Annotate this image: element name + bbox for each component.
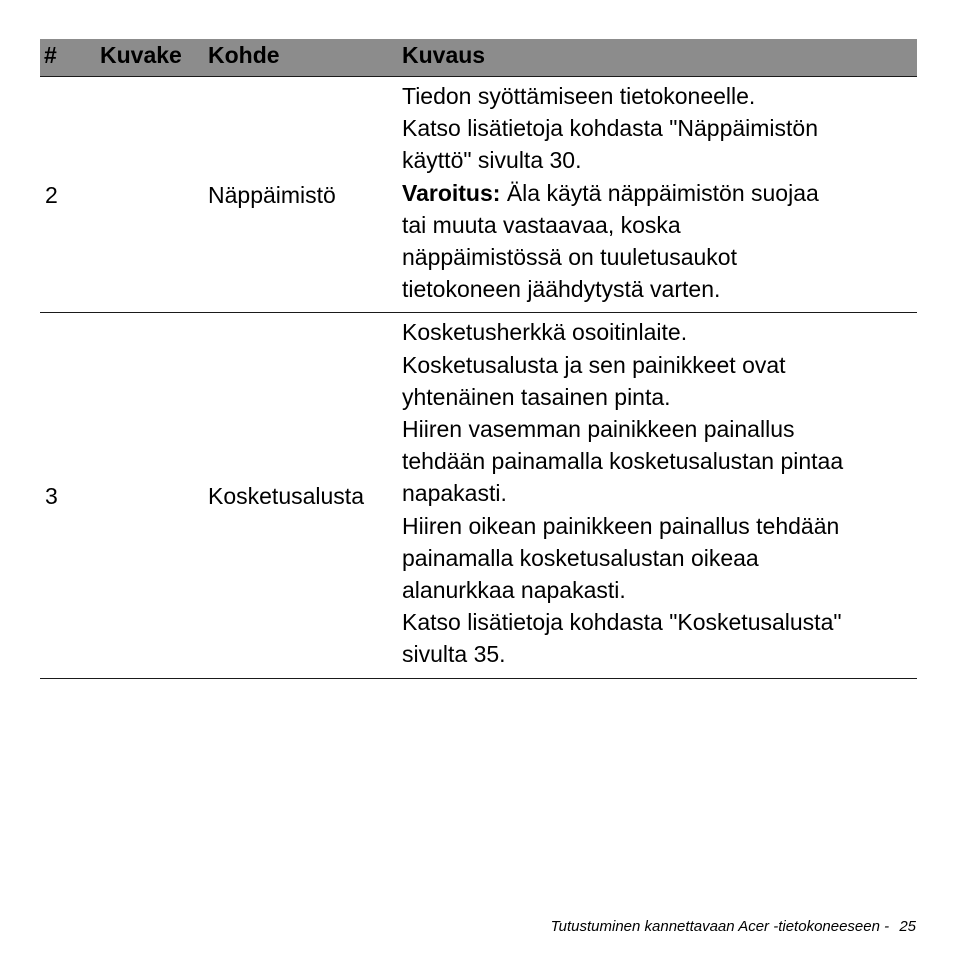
- page-number: 25: [899, 918, 916, 935]
- table-header-row: [40, 39, 917, 77]
- description-line: tietokoneen jäähdytystä varten.: [402, 276, 721, 303]
- page-footer: [551, 918, 916, 935]
- description-line: alanurkkaa napakasti.: [402, 577, 626, 604]
- description-line: käyttö" sivulta 30.: [402, 147, 582, 174]
- description-line: yhtenäinen tasainen pinta.: [402, 383, 671, 410]
- description-line: Kosketusalusta ja sen painikkeet ovat: [402, 351, 786, 378]
- row-target: Kosketusalusta: [208, 482, 364, 509]
- row-description: [402, 77, 917, 312]
- row-number: 3: [45, 482, 58, 509]
- description-line: Katso lisätietoja kohdasta "Näppäimistön: [402, 115, 819, 142]
- description-line: tai muuta vastaavaa, koska: [402, 211, 681, 238]
- description-line: painamalla kosketusalustan oikeaa: [402, 544, 759, 571]
- row-target: Näppäimistö: [208, 181, 336, 208]
- header-icon: Kuvake: [100, 42, 182, 68]
- warning-line: [402, 177, 917, 209]
- description-line: Tiedon syöttämiseen tietokoneelle.: [402, 83, 756, 109]
- header-description: Kuvaus: [402, 42, 486, 68]
- table-row-keyboard: [40, 77, 917, 313]
- footer-text: Tutustuminen kannettavaan Acer -tietokoneeseen -: [550, 918, 890, 935]
- description-line: Hiiren vasemman painikkeen painallus: [402, 416, 795, 443]
- header-target: Kohde: [208, 42, 280, 68]
- description-line: Hiiren oikean painikkeen painallus tehdään: [402, 512, 840, 539]
- table-row-touchpad: [40, 313, 917, 678]
- description-line: näppäimistössä on tuuletusaukot: [402, 244, 737, 271]
- description-line: napakasti.: [402, 480, 507, 507]
- header-number: #: [44, 42, 57, 68]
- row-number: 2: [45, 181, 58, 208]
- description-line: Kosketusherkkä osoitinlaite.: [402, 319, 688, 346]
- description-line: tehdään painamalla kosketusalustan pintaa: [402, 448, 844, 475]
- component-table: [40, 39, 917, 679]
- warning-label: Varoitus:: [402, 179, 501, 206]
- description-line: sivulta 35.: [402, 641, 506, 668]
- row-description: [402, 313, 917, 677]
- description-line: Äla käytä näppäimistön suojaa: [506, 179, 819, 206]
- description-line: Katso lisätietoja kohdasta "Kosketusalusta": [402, 609, 842, 636]
